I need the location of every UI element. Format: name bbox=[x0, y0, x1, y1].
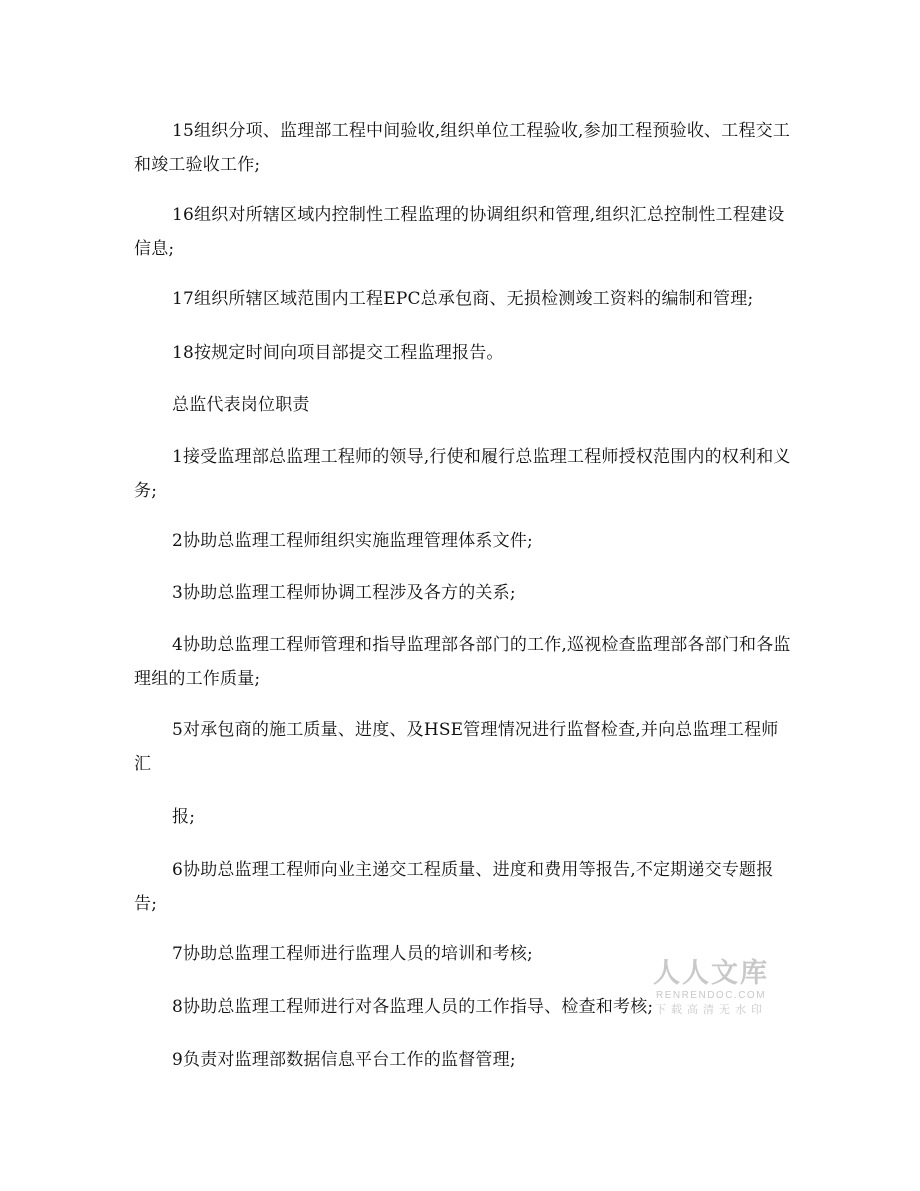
paragraph-item-18: 18按规定时间向项目部提交工程监理报告。 bbox=[172, 343, 504, 363]
paragraph-item-17: 17组织所辖区域范围内工程EPC总承包商、无损检测竣工资料的编制和管理; bbox=[172, 289, 754, 309]
paragraph-duty-6: 6协助总监理工程师向业主递交工程质量、进度和费用等报告,不定期递交专题报告; bbox=[134, 860, 774, 914]
paragraph-duty-8: 8协助总监理工程师进行对各监理人员的工作指导、检查和考核; bbox=[172, 997, 654, 1017]
paragraph-duty-9: 9负责对监理部数据信息平台工作的监督管理; bbox=[172, 1050, 516, 1070]
paragraph-duty-7: 7协助总监理工程师进行监理人员的培训和考核; bbox=[172, 944, 533, 964]
watermark-title: 人人文库 bbox=[653, 958, 769, 989]
paragraph-item-16: 16组织对所辖区域内控制性工程监理的协调组织和管理,组织汇总控制性工程建设信息; bbox=[134, 205, 785, 259]
section-heading: 总监代表岗位职责 bbox=[172, 395, 310, 415]
paragraph-duty-1: 1接受监理部总监理工程师的领导,行使和履行总监理工程师授权范围内的权利和义务; bbox=[134, 447, 791, 501]
watermark-domain: RENRENDOC.COM bbox=[655, 990, 767, 1001]
paragraph-duty-5-continued: 报; bbox=[172, 807, 196, 827]
paragraph-duty-5: 5对承包商的施工质量、进度、及HSE管理情况进行监督检查,并向总监理工程师汇 bbox=[134, 720, 779, 774]
paragraph-item-15: 15组织分项、监理部工程中间验收,组织单位工程验收,参加工程预验收、工程交工和竣工验收工作; bbox=[134, 121, 791, 175]
watermark-subtitle: 下载高清无水印 bbox=[655, 1003, 767, 1016]
paragraph-duty-4: 4协助总监理工程师管理和指导监理部各部门的工作,巡视检查监理部各部门和各监理组的工作质量; bbox=[134, 635, 791, 689]
watermark-logo bbox=[646, 958, 776, 1024]
paragraph-duty-2: 2协助总监理工程师组织实施监理管理体系文件; bbox=[172, 531, 533, 551]
paragraph-duty-3: 3协助总监理工程师协调工程涉及各方的关系; bbox=[172, 583, 516, 603]
